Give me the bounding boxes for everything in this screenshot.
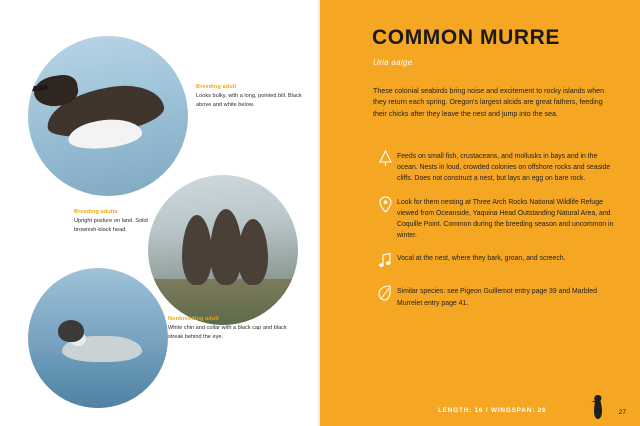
caption-breeding-adults bbox=[74, 209, 170, 234]
caption-title: Nonbreeding adult bbox=[168, 316, 220, 322]
fact-row-voice bbox=[373, 252, 617, 274]
murre-silhouette-icon bbox=[590, 394, 606, 420]
fact-text: Vocal at the nest, where they bark, groan, and screech. bbox=[397, 255, 566, 263]
scientific-name: Uria aalge bbox=[373, 58, 413, 67]
caption-body: Upright posture on land. Solid brownish-black head. bbox=[74, 218, 148, 233]
bird-standing-shape bbox=[182, 215, 212, 285]
fact-row-where-to-see bbox=[373, 196, 617, 242]
fact-row-similar-species bbox=[373, 285, 617, 308]
caption-breeding-adult bbox=[196, 84, 308, 109]
photo-breeding-adults-on-rock bbox=[148, 175, 298, 325]
photo-nonbreeding-adult-swimming bbox=[28, 268, 168, 408]
measurements-label: LENGTH: 16 / WINGSPAN: 26 bbox=[438, 407, 547, 414]
fact-text: Similar species: see Pigeon Guillemot entry page 39 and Marbled Murrelet entry page 41. bbox=[397, 288, 597, 307]
bird-standing-shape bbox=[210, 209, 242, 285]
page-title: COMMON MURRE bbox=[372, 26, 561, 49]
caption-title: Breeding adults bbox=[74, 209, 118, 215]
fact-text: Feeds on small fish, crustaceans, and mollusks in bays and in the ocean. Nests in loud, crowded colonies on offshore rocks and seaside cliffs. Does not construct a nest, but lays an egg on bare rock. bbox=[397, 153, 611, 183]
intro-paragraph: These colonial seabirds bring noise and excitement to rocky islands when they return each spring. Oregon's largest alcids are great fathers, feeding their chicks after they leave the nest and jump into the sea. bbox=[373, 87, 605, 118]
location-pin-icon bbox=[373, 196, 397, 218]
caption-body: Looks bulky, with a long, pointed bill. Black above and white below. bbox=[196, 93, 302, 108]
footer-bar bbox=[320, 392, 640, 426]
photo-breeding-adult-flying bbox=[28, 36, 188, 196]
fact-text: Look for them nesting at Three Arch Rocks National Wildlife Refuge viewed from Oceanside, Yaquina Head Outstanding Natural Area, and Coquille Point. Common during the breeding season and uncommon in winter. bbox=[397, 198, 614, 240]
food-icon bbox=[373, 150, 397, 172]
right-info-page bbox=[320, 0, 640, 426]
music-note-icon bbox=[373, 252, 397, 274]
leaf-icon bbox=[373, 285, 397, 307]
bird-standing-shape bbox=[238, 219, 268, 285]
fact-row-diet bbox=[373, 150, 617, 185]
caption-nonbreeding-adult bbox=[168, 316, 292, 341]
caption-title: Breeding adult bbox=[196, 84, 237, 90]
water-shape bbox=[28, 354, 168, 408]
caption-body: White chin and collar with a black cap and black streak behind the eye. bbox=[168, 325, 287, 340]
page-number: 27 bbox=[618, 409, 626, 416]
fact-list bbox=[373, 150, 617, 320]
bird-head-shape bbox=[58, 320, 84, 342]
